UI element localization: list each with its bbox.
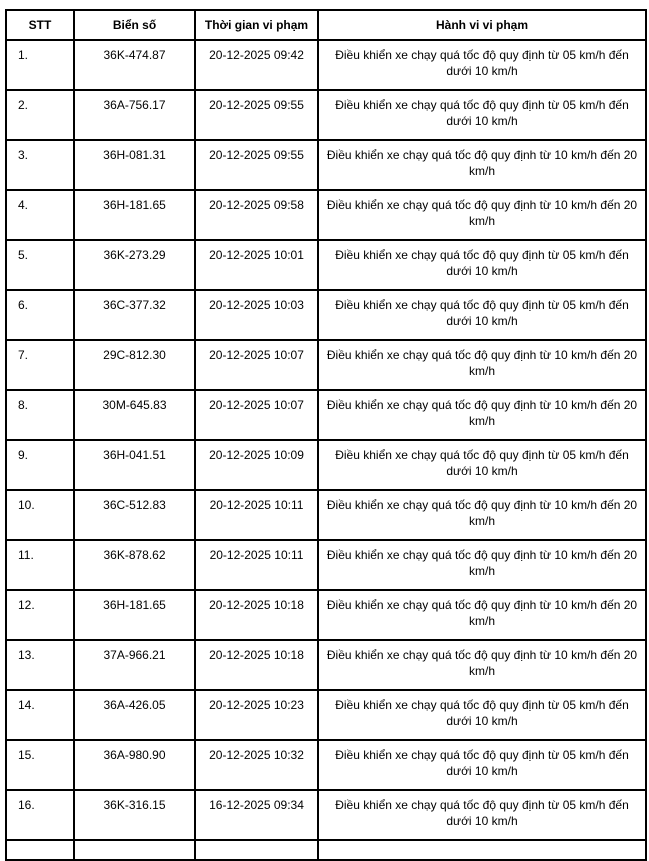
- table-row: [6, 690, 646, 740]
- cell-stt: 7.: [6, 340, 74, 390]
- cell-plate: 36A-426.05: [74, 690, 195, 740]
- cell-time: 20-12-2025 10:32: [195, 740, 318, 790]
- cell-stt: [6, 840, 74, 860]
- cell-violation: Điều khiển xe chạy quá tốc độ quy định từ 10 km/h đến 20 km/h: [318, 390, 646, 440]
- cell-violation: Điều khiển xe chạy quá tốc độ quy định từ 10 km/h đến 20 km/h: [318, 590, 646, 640]
- table-row: [6, 90, 646, 140]
- cell-stt: 1.: [6, 40, 74, 90]
- header-row: [6, 10, 646, 40]
- table-row: [6, 40, 646, 90]
- cell-stt: 8.: [6, 390, 74, 440]
- cell-time: 20-12-2025 10:01: [195, 240, 318, 290]
- cell-violation: Điều khiển xe chạy quá tốc độ quy định từ 05 km/h đến dưới 10 km/h: [318, 290, 646, 340]
- cell-time: 20-12-2025 10:18: [195, 590, 318, 640]
- cell-stt: 13.: [6, 640, 74, 690]
- cell-plate: 36H-181.65: [74, 190, 195, 240]
- cell-violation: Điều khiển xe chạy quá tốc độ quy định từ 05 km/h đến dưới 10 km/h: [318, 740, 646, 790]
- table-row: [6, 790, 646, 840]
- cell-stt: 11.: [6, 540, 74, 590]
- cell-violation: Điều khiển xe chạy quá tốc độ quy định từ 05 km/h đến dưới 10 km/h: [318, 90, 646, 140]
- cell-plate: [74, 840, 195, 860]
- table-row: [6, 640, 646, 690]
- cell-plate: 36H-041.51: [74, 440, 195, 490]
- cell-plate: 36H-181.65: [74, 590, 195, 640]
- table-row: [6, 340, 646, 390]
- cell-stt: 10.: [6, 490, 74, 540]
- cell-time: 16-12-2025 09:34: [195, 790, 318, 840]
- cell-time: 20-12-2025 09:55: [195, 140, 318, 190]
- col-header-violation: Hành vi vi phạm: [318, 10, 646, 40]
- cell-plate: 36A-980.90: [74, 740, 195, 790]
- table-row: [6, 140, 646, 190]
- table-row: [6, 590, 646, 640]
- cell-violation: Điều khiển xe chạy quá tốc độ quy định từ 10 km/h đến 20 km/h: [318, 640, 646, 690]
- table-body: [6, 40, 646, 860]
- cell-time: 20-12-2025 10:18: [195, 640, 318, 690]
- table-row: [6, 190, 646, 240]
- cell-time: 20-12-2025 10:11: [195, 490, 318, 540]
- cell-plate: 36K-878.62: [74, 540, 195, 590]
- cell-time: 20-12-2025 10:07: [195, 390, 318, 440]
- cell-violation: Điều khiển xe chạy quá tốc độ quy định từ 10 km/h đến 20 km/h: [318, 190, 646, 240]
- cell-stt: 5.: [6, 240, 74, 290]
- cell-time: 20-12-2025 10:11: [195, 540, 318, 590]
- cell-stt: 2.: [6, 90, 74, 140]
- cell-plate: 36K-316.15: [74, 790, 195, 840]
- cell-stt: 14.: [6, 690, 74, 740]
- table-row: [6, 290, 646, 340]
- col-header-time: Thời gian vi phạm: [195, 10, 318, 40]
- cell-violation: Điều khiển xe chạy quá tốc độ quy định từ 10 km/h đến 20 km/h: [318, 140, 646, 190]
- table-row-partial: [6, 840, 646, 860]
- cell-plate: 37A-966.21: [74, 640, 195, 690]
- cell-plate: 30M-645.83: [74, 390, 195, 440]
- cell-time: 20-12-2025 10:23: [195, 690, 318, 740]
- table-row: [6, 490, 646, 540]
- cell-violation: Điều khiển xe chạy quá tốc độ quy định từ 10 km/h đến 20 km/h: [318, 490, 646, 540]
- cell-plate: 36C-377.32: [74, 290, 195, 340]
- cell-stt: 6.: [6, 290, 74, 340]
- cell-time: 20-12-2025 09:58: [195, 190, 318, 240]
- table-row: [6, 740, 646, 790]
- cell-time: 20-12-2025 09:55: [195, 90, 318, 140]
- cell-plate: 36A-756.17: [74, 90, 195, 140]
- cell-stt: 4.: [6, 190, 74, 240]
- cell-stt: 15.: [6, 740, 74, 790]
- table-row: [6, 540, 646, 590]
- table-row: [6, 440, 646, 490]
- cell-violation: Điều khiển xe chạy quá tốc độ quy định từ 10 km/h đến 20 km/h: [318, 540, 646, 590]
- cell-violation: Điều khiển xe chạy quá tốc độ quy định từ 05 km/h đến dưới 10 km/h: [318, 690, 646, 740]
- col-header-plate: Biển số: [74, 10, 195, 40]
- cell-violation: Điều khiển xe chạy quá tốc độ quy định từ 05 km/h đến dưới 10 km/h: [318, 240, 646, 290]
- cell-time: 20-12-2025 10:09: [195, 440, 318, 490]
- cell-violation: Điều khiển xe chạy quá tốc độ quy định từ 05 km/h đến dưới 10 km/h: [318, 440, 646, 490]
- cell-stt: 9.: [6, 440, 74, 490]
- cell-violation: Điều khiển xe chạy quá tốc độ quy định từ 05 km/h đến dưới 10 km/h: [318, 790, 646, 840]
- cell-stt: 12.: [6, 590, 74, 640]
- cell-plate: 29C-812.30: [74, 340, 195, 390]
- cell-plate: 36K-474.87: [74, 40, 195, 90]
- cell-violation: [318, 840, 646, 860]
- cell-time: [195, 840, 318, 860]
- cell-time: 20-12-2025 10:03: [195, 290, 318, 340]
- cell-violation: Điều khiển xe chạy quá tốc độ quy định từ 05 km/h đến dưới 10 km/h: [318, 40, 646, 90]
- cell-stt: 3.: [6, 140, 74, 190]
- violation-table: [5, 9, 647, 861]
- table-row: [6, 240, 646, 290]
- table-header: [6, 10, 646, 40]
- cell-plate: 36K-273.29: [74, 240, 195, 290]
- cell-plate: 36H-081.31: [74, 140, 195, 190]
- cell-time: 20-12-2025 10:07: [195, 340, 318, 390]
- cell-violation: Điều khiển xe chạy quá tốc độ quy định từ 10 km/h đến 20 km/h: [318, 340, 646, 390]
- cell-stt: 16.: [6, 790, 74, 840]
- cell-time: 20-12-2025 09:42: [195, 40, 318, 90]
- col-header-stt: STT: [6, 10, 74, 40]
- table-row: [6, 390, 646, 440]
- cell-plate: 36C-512.83: [74, 490, 195, 540]
